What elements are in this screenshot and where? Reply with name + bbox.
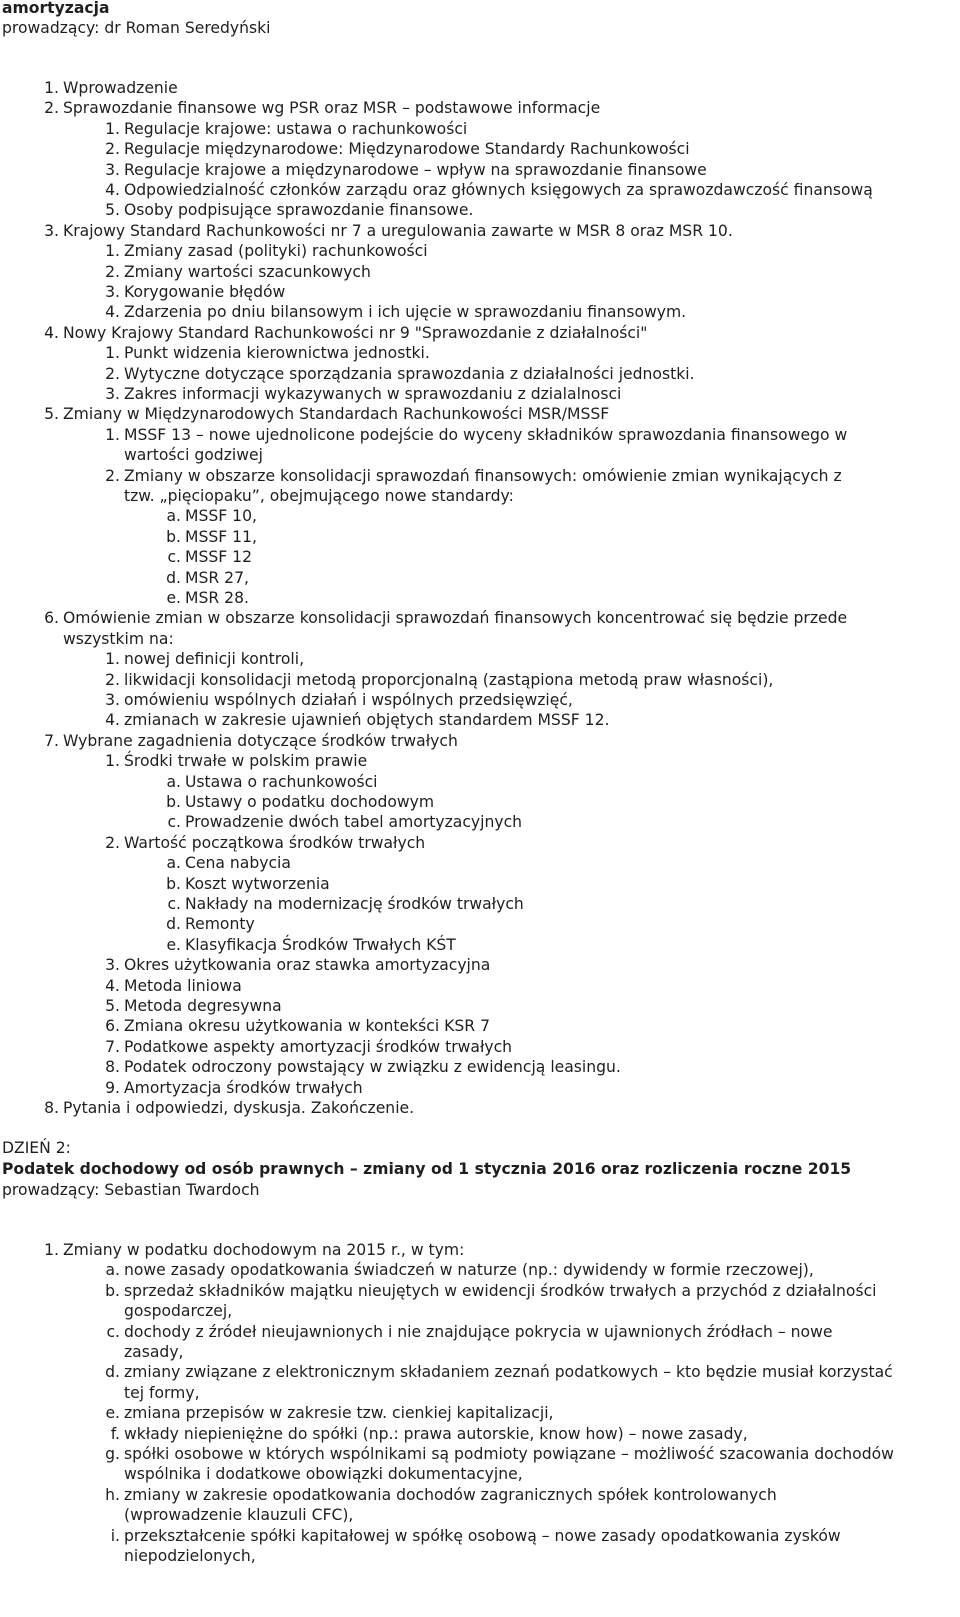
outline-item-text: Osoby podpisujące sprawozdanie finansowe. bbox=[124, 201, 474, 219]
outline-item-text: Ustawy o podatku dochodowym bbox=[185, 793, 435, 811]
outline-item-number: 1. bbox=[105, 752, 120, 770]
outline-item-text: MSSF 11, bbox=[185, 528, 257, 546]
outline-item-number: 8. bbox=[105, 1058, 120, 1076]
outline-item-text: likwidacji konsolidacji metodą proporcjonalną (zastąpiona metodą praw własności), bbox=[124, 671, 774, 689]
outline-item-text: Odpowiedzialność członków zarządu oraz głównych księgowych za sprawozdawczość finansową bbox=[124, 181, 873, 199]
outline-item-number: b. bbox=[166, 528, 181, 546]
outline-item-text: Podatkowe aspekty amortyzacji środków trwałych bbox=[124, 1038, 513, 1056]
day2-item-number: a. bbox=[105, 1261, 120, 1279]
outline-item-number: 3. bbox=[105, 161, 120, 179]
outline-item-text: Nakłady na modernizację środków trwałych bbox=[185, 895, 524, 913]
outline-item-text: Koszt wytworzenia bbox=[185, 875, 330, 893]
outline-item-text: MSR 27, bbox=[185, 569, 249, 587]
outline-item-number: 3. bbox=[44, 222, 59, 240]
outline-item-number: a. bbox=[166, 854, 181, 872]
outline-item-number: 1. bbox=[44, 79, 59, 97]
day2-item-text: sprzedaż składników majątku nieujętych w ewidencji środków trwałych a przychód z działalności bbox=[124, 1282, 877, 1300]
outline-item-text: Zmiany w Międzynarodowych Standardach Rachunkowości MSR/MSSF bbox=[63, 405, 610, 423]
outline-item-text: Nowy Krajowy Standard Rachunkowości nr 9 "Sprawozdanie z działalności" bbox=[63, 324, 648, 342]
outline-item-number: 2. bbox=[44, 99, 59, 117]
day2-item-number: g. bbox=[105, 1445, 120, 1463]
day2-item-text: zmiany związane z elektronicznym składaniem zeznań podatkowych – kto będzie musiał korzystać bbox=[124, 1363, 893, 1381]
outline-item-text: Cena nabycia bbox=[185, 854, 291, 872]
outline-item-number: c. bbox=[167, 813, 181, 831]
outline-item-text: Zdarzenia po dniu bilansowym i ich ujęcie w sprawozdaniu finansowym. bbox=[124, 303, 687, 321]
day2-item-number: 1. bbox=[44, 1241, 59, 1259]
outline-item-number: 4. bbox=[105, 977, 120, 995]
outline-item-text: Podatek odroczony powstający w związku z ewidencją leasingu. bbox=[124, 1058, 621, 1076]
outline-item-number: 3. bbox=[105, 691, 120, 709]
outline-item-number: 2. bbox=[105, 467, 120, 485]
outline-item-text: Omówienie zmian w obszarze konsolidacji sprawozdań finansowych koncentrować się będzie przede bbox=[63, 609, 848, 627]
outline-item-text: Zmiana okresu użytkowania w kontekści KSR 7 bbox=[124, 1017, 490, 1035]
outline-item-text: Wprowadzenie bbox=[63, 79, 178, 97]
outline-item-number: 9. bbox=[105, 1079, 120, 1097]
outline-item-number: 3. bbox=[105, 283, 120, 301]
outline-item-text: Amortyzacja środków trwałych bbox=[124, 1079, 363, 1097]
outline-item-number: 1. bbox=[105, 650, 120, 668]
outline-item-text: wszystkim na: bbox=[63, 630, 174, 648]
outline-item-text: zmianach w zakresie ujawnień objętych standardem MSSF 12. bbox=[124, 711, 610, 729]
outline-item-number: e. bbox=[166, 936, 181, 954]
day2-item-number: b. bbox=[105, 1282, 120, 1300]
outline-item-text: Metoda degresywna bbox=[124, 997, 282, 1015]
day2-item-number: e. bbox=[105, 1404, 120, 1422]
outline-item-text: MSSF 10, bbox=[185, 507, 257, 525]
day2-item-number: d. bbox=[105, 1363, 120, 1381]
outline-item-text: Regulacje krajowe: ustawa o rachunkowości bbox=[124, 120, 468, 138]
day2-item-text: wkłady niepieniężne do spółki (np.: prawa autorskie, know how) – nowe zasady, bbox=[124, 1425, 748, 1443]
day2-item-text: zmiana przepisów w zakresie tzw. cienkiej kapitalizacji, bbox=[124, 1404, 554, 1422]
outline-item-number: b. bbox=[166, 793, 181, 811]
outline-item-number: 1. bbox=[105, 344, 120, 362]
outline-item-text: Ustawa o rachunkowości bbox=[185, 773, 378, 791]
day2-item-number: f. bbox=[110, 1425, 120, 1443]
outline-item-text: wartości godziwej bbox=[124, 446, 263, 464]
day2-item-text: dochody z źródeł nieujawnionych i nie znajdujące pokrycia w ujawnionych źródłach – nowe bbox=[124, 1323, 833, 1341]
outline-item-number: 2. bbox=[105, 365, 120, 383]
day2-item-text: Zmiany w podatku dochodowym na 2015 r., w tym: bbox=[63, 1241, 465, 1259]
outline-item-number: d. bbox=[166, 569, 181, 587]
outline-item-text: Wybrane zagadnienia dotyczące środków trwałych bbox=[63, 732, 458, 750]
day2-item-number: c. bbox=[106, 1323, 120, 1341]
outline-item-text: nowej definicji kontroli, bbox=[124, 650, 305, 668]
day2-item-text: przekształcenie spółki kapitałowej w spółkę osobową – nowe zasady opodatkowania zysków bbox=[124, 1527, 841, 1545]
outline-item-text: Wytyczne dotyczące sporządzania sprawozdania z działalności jednostki. bbox=[124, 365, 695, 383]
outline-item-text: MSR 28. bbox=[185, 589, 249, 607]
outline-item-number: 2. bbox=[105, 834, 120, 852]
outline-item-number: 7. bbox=[44, 732, 59, 750]
outline-item-number: 2. bbox=[105, 140, 120, 158]
day-lecturer: prowadzący: Sebastian Twardoch bbox=[2, 1181, 260, 1199]
outline-item-number: c. bbox=[167, 548, 181, 566]
outline-item-number: 2. bbox=[105, 671, 120, 689]
outline-item-number: 6. bbox=[105, 1017, 120, 1035]
outline-item-number: b. bbox=[166, 875, 181, 893]
outline-item-text: Środki trwałe w polskim prawie bbox=[124, 752, 368, 770]
outline-item-text: Prowadzenie dwóch tabel amortyzacyjnych bbox=[185, 813, 523, 831]
outline-item-text: Krajowy Standard Rachunkowości nr 7 a uregulowania zawarte w MSR 8 oraz MSR 10. bbox=[63, 222, 733, 240]
outline-item-text: omówieniu wspólnych działań i wspólnych przedsięwzięć, bbox=[124, 691, 573, 709]
outline-item-text: Wartość początkowa środków trwałych bbox=[124, 834, 426, 852]
day2-item-text: zmiany w zakresie opodatkowania dochodów zagranicznych spółek kontrolowanych bbox=[124, 1486, 777, 1504]
outline-item-text: Okres użytkowania oraz stawka amortyzacyjna bbox=[124, 956, 491, 974]
outline-item-number: 1. bbox=[105, 242, 120, 260]
outline-item-number: 1. bbox=[105, 426, 120, 444]
outline-item-number: 4. bbox=[105, 303, 120, 321]
outline-item-number: 5. bbox=[44, 405, 59, 423]
outline-item-number: 4. bbox=[105, 181, 120, 199]
outline-item-text: Remonty bbox=[185, 915, 255, 933]
outline-item-text: Punkt widzenia kierownictwa jednostki. bbox=[124, 344, 430, 362]
outline-item-text: Klasyfikacja Środków Trwałych KŚT bbox=[185, 936, 456, 954]
outline-item-number: 8. bbox=[44, 1099, 59, 1117]
outline-item-number: 2. bbox=[105, 263, 120, 281]
day2-item-text: gospodarczej, bbox=[124, 1302, 233, 1320]
day2-item-text: (wprowadzenie klauzuli CFC), bbox=[124, 1506, 354, 1524]
outline-item-number: 1. bbox=[105, 120, 120, 138]
outline-item-text: MSSF 12 bbox=[185, 548, 253, 566]
outline-item-number: c. bbox=[167, 895, 181, 913]
day2-item-text: spółki osobowe w których wspólnikami są podmioty powiązane – możliwość szacowania dochodów bbox=[124, 1445, 894, 1463]
outline-item-number: 5. bbox=[105, 201, 120, 219]
outline-item-text: Regulacje międzynarodowe: Międzynarodowe Standardy Rachunkowości bbox=[124, 140, 690, 158]
day2-item-text: tej formy, bbox=[124, 1384, 200, 1402]
outline-item-text: Korygowanie błędów bbox=[124, 283, 286, 301]
day2-item-text: nowe zasady opodatkowania świadczeń w naturze (np.: dywidendy w formie rzeczowej), bbox=[124, 1261, 814, 1279]
outline-item-text: Pytania i odpowiedzi, dyskusja. Zakończenie. bbox=[63, 1099, 415, 1117]
day-label: DZIEŃ 2: bbox=[2, 1139, 71, 1157]
outline-item-number: 6. bbox=[44, 609, 59, 627]
day-title: Podatek dochodowy od osób prawnych – zmiany od 1 stycznia 2016 oraz rozliczenia roczne 2015 bbox=[2, 1160, 852, 1178]
outline-item-number: 3. bbox=[105, 956, 120, 974]
outline-item-number: 4. bbox=[105, 711, 120, 729]
outline-item-number: 5. bbox=[105, 997, 120, 1015]
outline-item-text: Zmiany w obszarze konsolidacji sprawozdań finansowych: omówienie zmian wynikających z bbox=[124, 467, 842, 485]
outline-item-number: 7. bbox=[105, 1038, 120, 1056]
lecturer-line: prowadzący: dr Roman Seredyński bbox=[2, 19, 271, 37]
outline-item-number: 3. bbox=[105, 385, 120, 403]
outline-item-text: Zmiany wartości szacunkowych bbox=[124, 263, 371, 281]
day2-item-number: i. bbox=[110, 1527, 120, 1545]
outline-item-number: d. bbox=[166, 915, 181, 933]
outline-item-text: Metoda liniowa bbox=[124, 977, 242, 995]
outline-item-number: 4. bbox=[44, 324, 59, 342]
outline-item-text: Zakres informacji wykazywanych w sprawozdaniu z dzialalnosci bbox=[124, 385, 622, 403]
outline-item-text: Regulacje krajowe a międzynarodowe – wpływ na sprawozdanie finansowe bbox=[124, 161, 707, 179]
day2-item-text: wspólnika i dodatkowe obowiązki dokumentacyjne, bbox=[124, 1465, 523, 1483]
outline-item-text: MSSF 13 – nowe ujednolicone podejście do wyceny składników sprawozdania finansowego w bbox=[124, 426, 848, 444]
course-title: amortyzacja bbox=[2, 0, 110, 17]
outline-item-text: Zmiany zasad (polityki) rachunkowości bbox=[124, 242, 428, 260]
outline-item-number: a. bbox=[166, 773, 181, 791]
day2-item-text: zasady, bbox=[124, 1343, 184, 1361]
day2-item-text: niepodzielonych, bbox=[124, 1547, 256, 1565]
day2-item-number: h. bbox=[105, 1486, 120, 1504]
outline-item-text: Sprawozdanie finansowe wg PSR oraz MSR – podstawowe informacje bbox=[63, 99, 601, 117]
outline-item-number: e. bbox=[166, 589, 181, 607]
outline-item-number: a. bbox=[166, 507, 181, 525]
outline-item-text: tzw. „pięciopaku”, obejmującego nowe standardy: bbox=[124, 487, 514, 505]
